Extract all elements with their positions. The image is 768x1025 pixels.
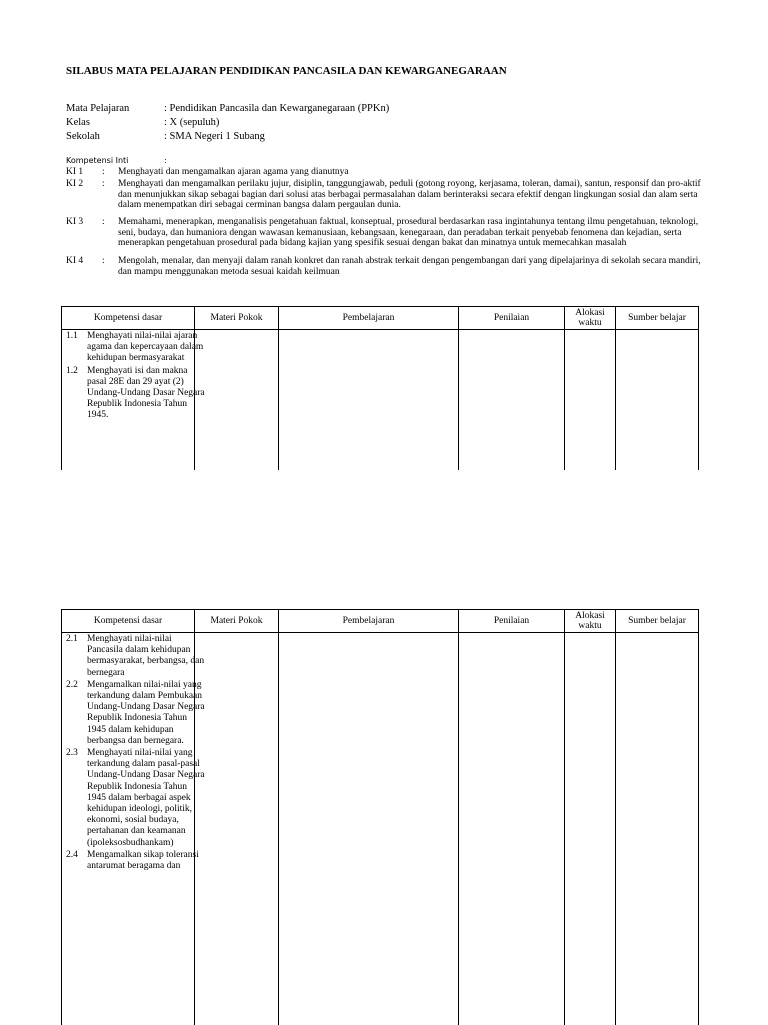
- alokasi-cell: [565, 330, 616, 470]
- ki-heading: [66, 156, 167, 165]
- header-penilaian: Penilaian: [459, 307, 565, 330]
- penilaian-cell: [459, 330, 565, 470]
- header-materi-pokok: Materi Pokok: [195, 307, 279, 330]
- ki-code: KI 3: [66, 217, 84, 227]
- kd-number: 1.2: [66, 365, 78, 376]
- kd-text: Menghayati isi dan makna pasal 28E dan 29 ayat (2) Undang-Undang Dasar Negara Republik Indonesia Tahun 1945.: [87, 365, 205, 421]
- header-pembelajaran: Pembelajaran: [279, 610, 459, 633]
- kd-number: 2.2: [66, 679, 78, 690]
- kd-item: [62, 330, 204, 365]
- header-alokasi-waktu: Alokasi waktu: [565, 307, 616, 330]
- kd-item: [62, 365, 205, 422]
- ki-colon: :: [102, 256, 105, 266]
- ki-line: Menghayati dan mengamalkan perilaku jujur, disiplin, tanggungjawab, peduli (gotong royong, kerjasama, toleran, damai), santun, responsif dan pro-aktif: [118, 179, 701, 189]
- sumber-cell: [616, 633, 699, 1025]
- ki-heading-colon: :: [164, 156, 167, 165]
- ki-colon: :: [102, 217, 105, 227]
- kd-cell: [62, 633, 205, 1025]
- kd-text: Menghayati nilai-nilai yang terkandung dalam pasal-pasal Undang-Undang Dasar Negara Republik Indonesia Tahun 1945 dalam berbagai aspek kehidupan ideologi, politik, ekonomi, sosial budaya, pertahanan dan keamanan (ipoleksosbudhankam): [87, 748, 205, 848]
- header-penilaian: Penilaian: [459, 610, 565, 633]
- kd-text: Mengamalkan sikap toleransi antarumat beragama dan: [87, 849, 199, 872]
- ki-line: Memahami, menerapkan, menganalisis pengetahuan faktual, konseptual, prosedural berdasarkan rasa ingintahunya tentang ilmu pengetahuan, teknologi,: [118, 217, 699, 227]
- kd-text: Mengamalkan nilai-nilai yang terkandung dalam Pembukaan Undang-Undang Dasar Negara Republik Indonesia Tahun 1945 dalam kehidupan berbangsa dan bernegara.: [87, 679, 205, 746]
- header-kompetensi-dasar: Kompetensi dasar: [62, 307, 195, 330]
- ki-line: seni, budaya, dan humaniora dengan wawasan kemanusiaan, kebangsaan, kenegaraan, dan peradaban terkait penyebab fenomena dan kejadian, serta: [118, 227, 682, 238]
- kd-cell: [62, 330, 205, 470]
- kd-text: Menghayati nilai-nilai ajaran agama dan kepercayaan dalam kehidupan bermasyarakat: [87, 331, 204, 364]
- kd-item: [62, 633, 205, 679]
- ki-line: dan menunjukkan sikap sebagai bagian dari solusi atas berbagai permasalahan dalam berinteraksi secara efektif dengan lingkungan sosial dan alam serta: [118, 189, 698, 200]
- header-sumber-belajar: Sumber belajar: [616, 307, 699, 330]
- penilaian-cell: [459, 633, 565, 1025]
- table-row: [62, 330, 699, 470]
- identity-value: : X (sepuluh): [164, 117, 220, 128]
- kd-item: [62, 679, 205, 747]
- materi-cell: [195, 633, 279, 1025]
- kd-number: 2.1: [66, 634, 78, 644]
- ki-code: KI 4: [66, 256, 84, 266]
- ki-line: menerapkan pengetahuan prosedural pada bidang kajian yang spesifik sesuai dengan bakat dan minatnya untuk memecahkan masalah: [118, 238, 627, 249]
- pembelajaran-cell: [279, 633, 459, 1025]
- ki-code: KI 2: [66, 179, 84, 189]
- kd-item: [62, 849, 199, 872]
- identity-label: Sekolah: [66, 131, 100, 142]
- ki-text: [118, 167, 768, 178]
- kd-number: 2.3: [66, 748, 78, 759]
- header-alokasi-waktu: Alokasi waktu: [565, 610, 616, 633]
- kd-item: [62, 747, 205, 849]
- ki-code: KI 1: [66, 167, 84, 177]
- page-title: SILABUS MATA PELAJARAN PENDIDIKAN PANCASILA DAN KEWARGANEGARAAN: [66, 65, 507, 77]
- identity-value: : Pendidikan Pancasila dan Kewarganegaraan (PPKn): [164, 103, 390, 114]
- header-materi-pokok: Materi Pokok: [195, 610, 279, 633]
- table-header-row: [62, 610, 699, 633]
- kd-number: 1.1: [66, 331, 78, 341]
- sumber-cell: [616, 330, 699, 470]
- ki-text: [118, 256, 768, 277]
- kd-text: Menghayati nilai-nilai Pancasila dalam kehidupan bermasyarakat, berbangsa, dan bernegara: [87, 634, 205, 678]
- ki-line: dan mampu menggunakan metoda sesuai kaidah keilmuan: [118, 266, 340, 277]
- identity-label: Mata Pelajaran: [66, 103, 130, 114]
- alokasi-cell: [565, 633, 616, 1025]
- header-pembelajaran: Pembelajaran: [279, 307, 459, 330]
- syllabus-table-1: [61, 306, 699, 470]
- ki-text: [118, 217, 768, 249]
- table-header-row: [62, 307, 699, 330]
- materi-cell: [195, 330, 279, 470]
- ki-text: [118, 179, 768, 211]
- header-kompetensi-dasar: Kompetensi dasar: [62, 610, 195, 633]
- ki-line: dalam menempatkan diri sebagai cerminan bangsa dalam pergaulan dunia.: [118, 200, 401, 211]
- pembelajaran-cell: [279, 330, 459, 470]
- header-sumber-belajar: Sumber belajar: [616, 610, 699, 633]
- table-row: [62, 633, 699, 1025]
- ki-heading-label: Kompetensi Inti: [66, 156, 129, 165]
- ki-colon: :: [102, 179, 105, 189]
- identity-value: : SMA Negeri 1 Subang: [164, 131, 265, 142]
- identity-label: Kelas: [66, 117, 90, 128]
- ki-colon: :: [102, 167, 105, 177]
- ki-line: Mengolah, menalar, dan menyaji dalam ranah konkret dan ranah abstrak terkait dengan pengembangan dari yang dipelajarinya di sekolah secara mandiri,: [118, 256, 701, 266]
- ki-line: Menghayati dan mengamalkan ajaran agama yang dianutnya: [118, 167, 349, 177]
- kd-number: 2.4: [66, 849, 78, 860]
- syllabus-table-2: [61, 609, 699, 1025]
